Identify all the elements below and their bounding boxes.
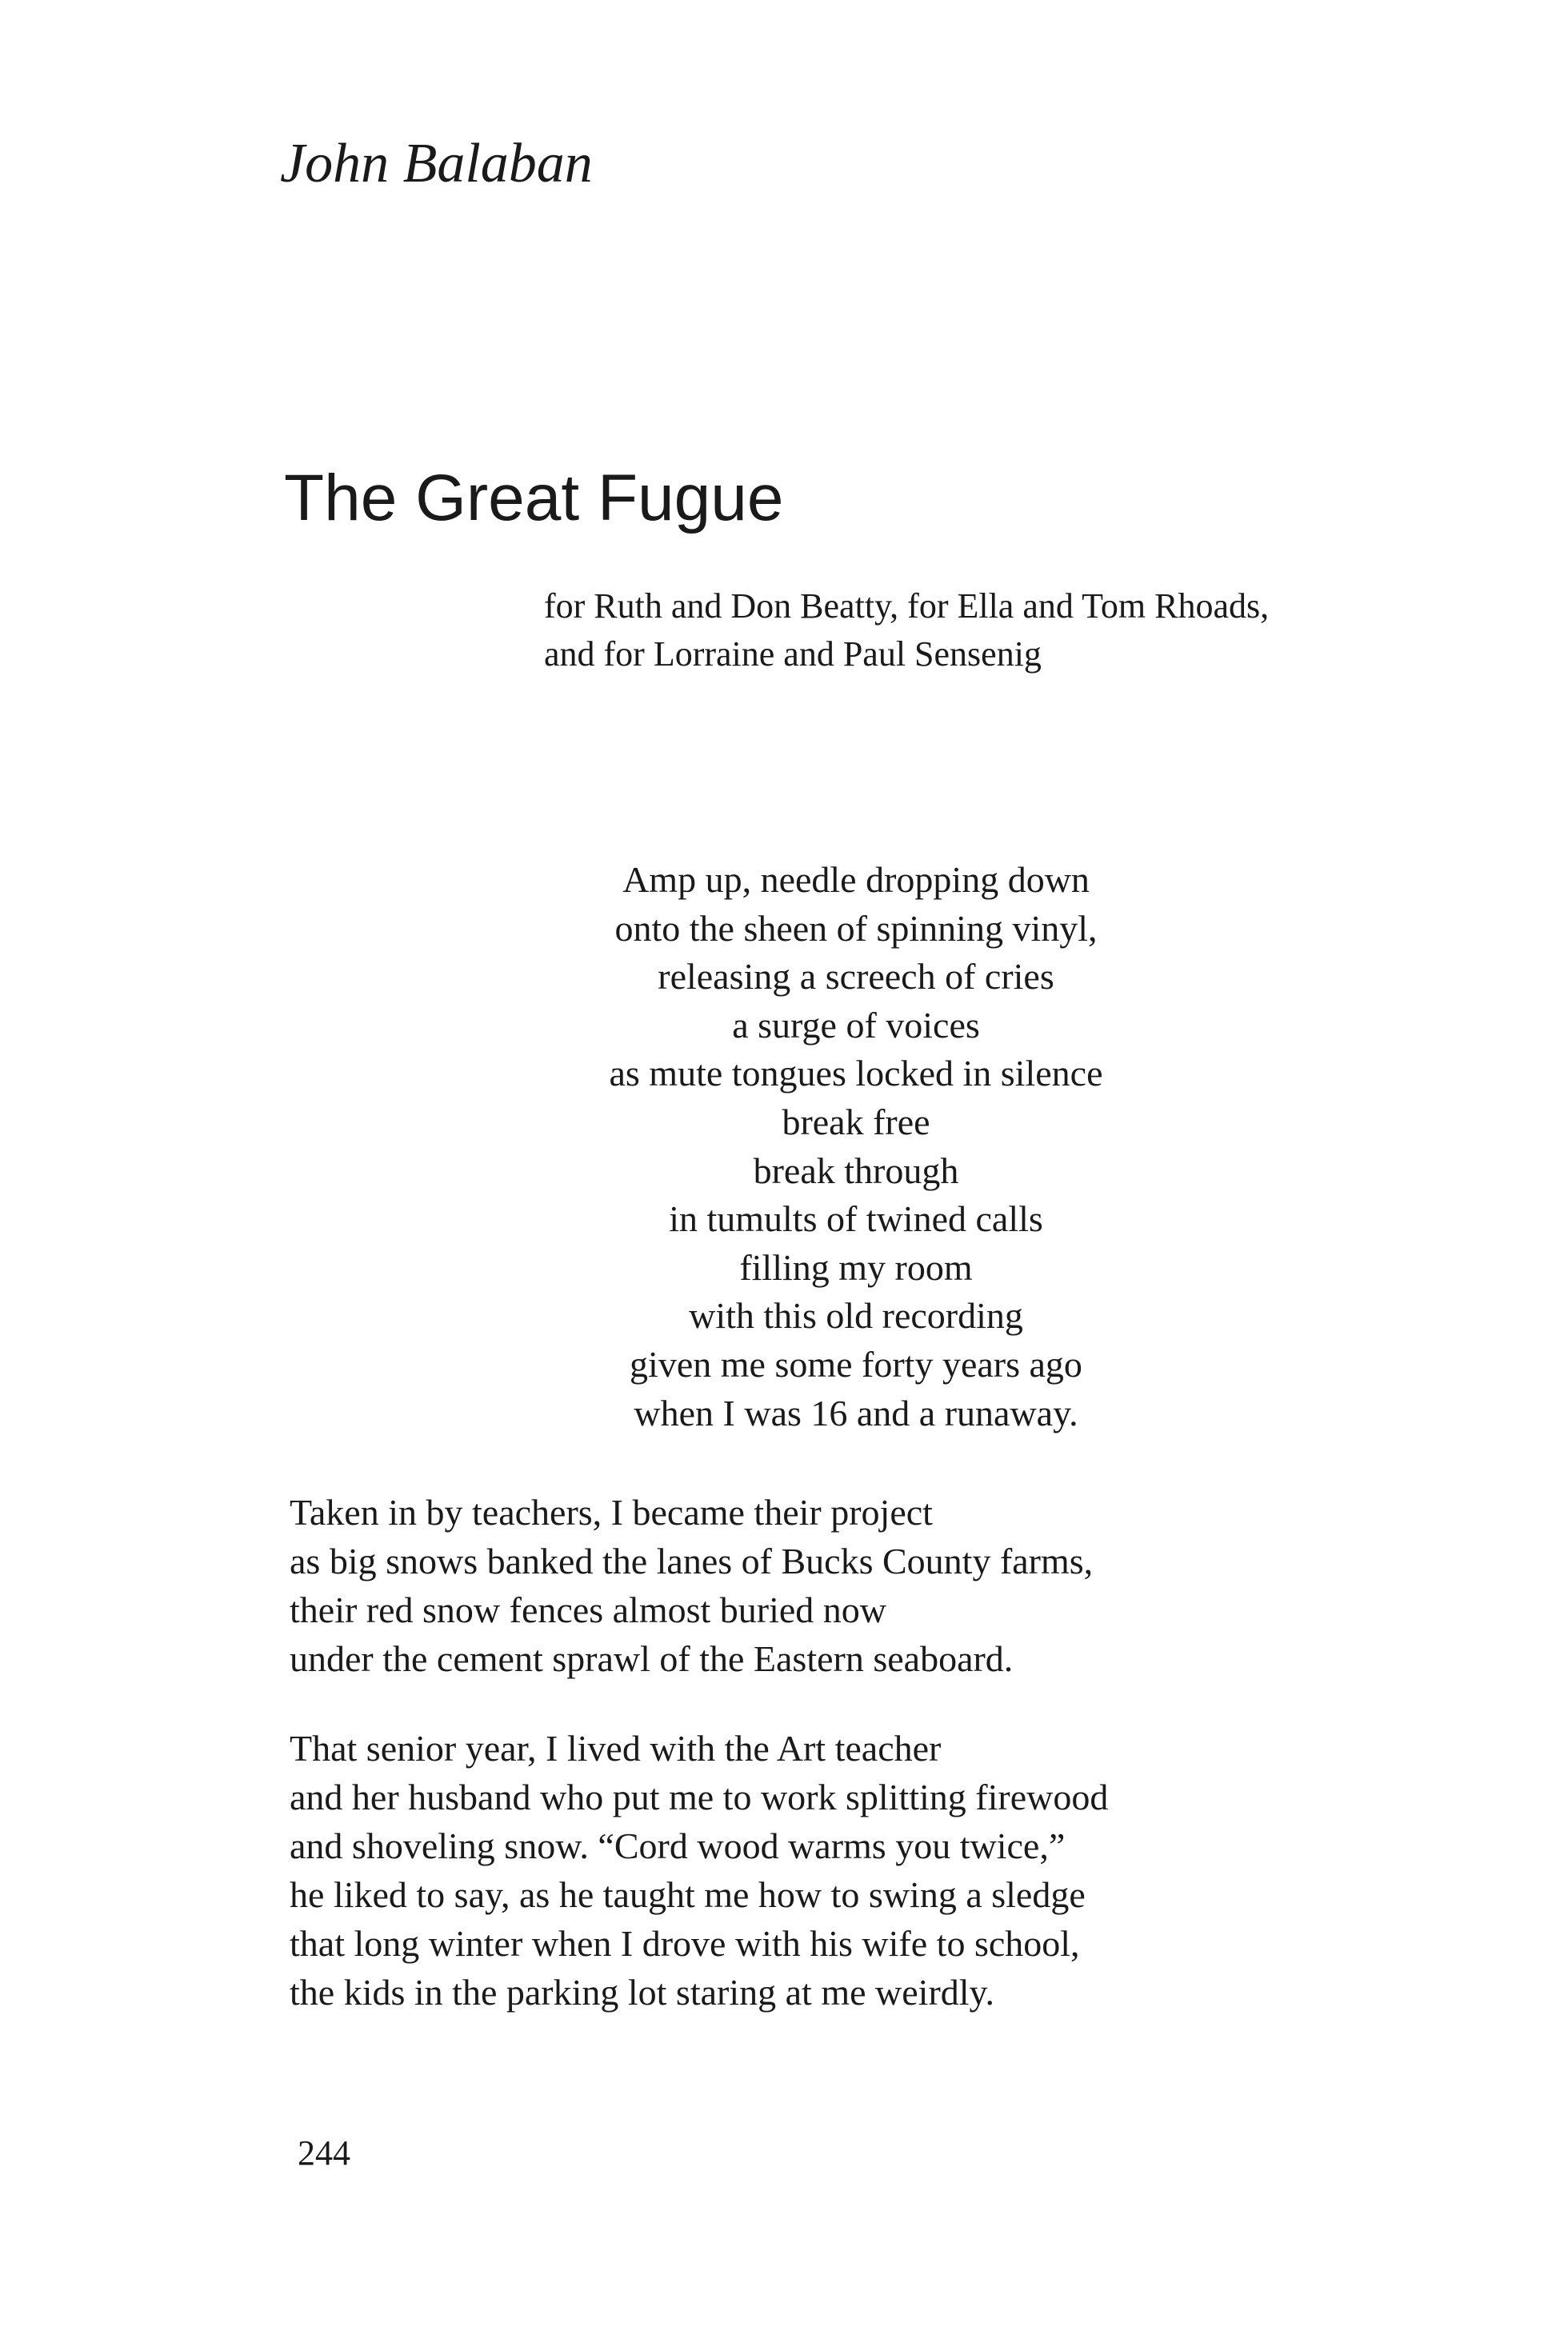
poem-line: in tumults of twined calls [669, 1198, 1043, 1240]
poem-line: Amp up, needle dropping down [622, 859, 1090, 900]
poem-line: their red snow fences almost buried now [290, 1589, 887, 1630]
poem-line: onto the sheen of spinning vinyl, [614, 907, 1098, 949]
poem-line: That senior year, I lived with the Art teacher [290, 1728, 942, 1769]
poem-line: Taken in by teachers, I became their project [290, 1492, 933, 1533]
poem-line: given me some forty years ago [630, 1343, 1082, 1385]
page-number: 244 [298, 2133, 350, 2173]
dedication-line: and for Lorraine and Paul Sensenig [544, 634, 1042, 674]
poem-line: break through [753, 1150, 959, 1191]
poem-title: The Great Fugue [284, 462, 784, 534]
dedication [544, 582, 1344, 678]
dedication-line: for Ruth and Don Beatty, for Ella and Tom Rhoads, [544, 586, 1270, 626]
poem-line: filling my room [739, 1246, 973, 1288]
poem-line: that long winter when I drove with his wife to school, [290, 1923, 1080, 1964]
poem-line: and her husband who put me to work splitting firewood [290, 1777, 1109, 1817]
centered-stanza [448, 856, 1264, 1437]
poem-line: and shoveling snow. “Cord wood warms you twice,” [290, 1825, 1066, 1866]
poem-line: with this old recording [689, 1295, 1023, 1337]
poem-line: he liked to say, as he taught me how to swing a sledge [290, 1874, 1086, 1915]
poem-line: under the cement sprawl of the Eastern seaboard. [290, 1638, 1014, 1679]
poem-line: a surge of voices [732, 1004, 980, 1046]
author-name: John Balaban [280, 133, 593, 194]
poem-line: the kids in the parking lot staring at me weirdly. [290, 1972, 995, 2013]
poem-line: when I was 16 and a runaway. [634, 1392, 1078, 1433]
stanza-2 [290, 1724, 1410, 2017]
poem-line: as mute tongues locked in silence [609, 1053, 1103, 1094]
poem-line: as big snows banked the lanes of Bucks County farms, [290, 1541, 1094, 1581]
poem-line: releasing a screech of cries [658, 956, 1054, 998]
stanza-1 [290, 1488, 1410, 1683]
poem-line: break free [782, 1101, 930, 1142]
